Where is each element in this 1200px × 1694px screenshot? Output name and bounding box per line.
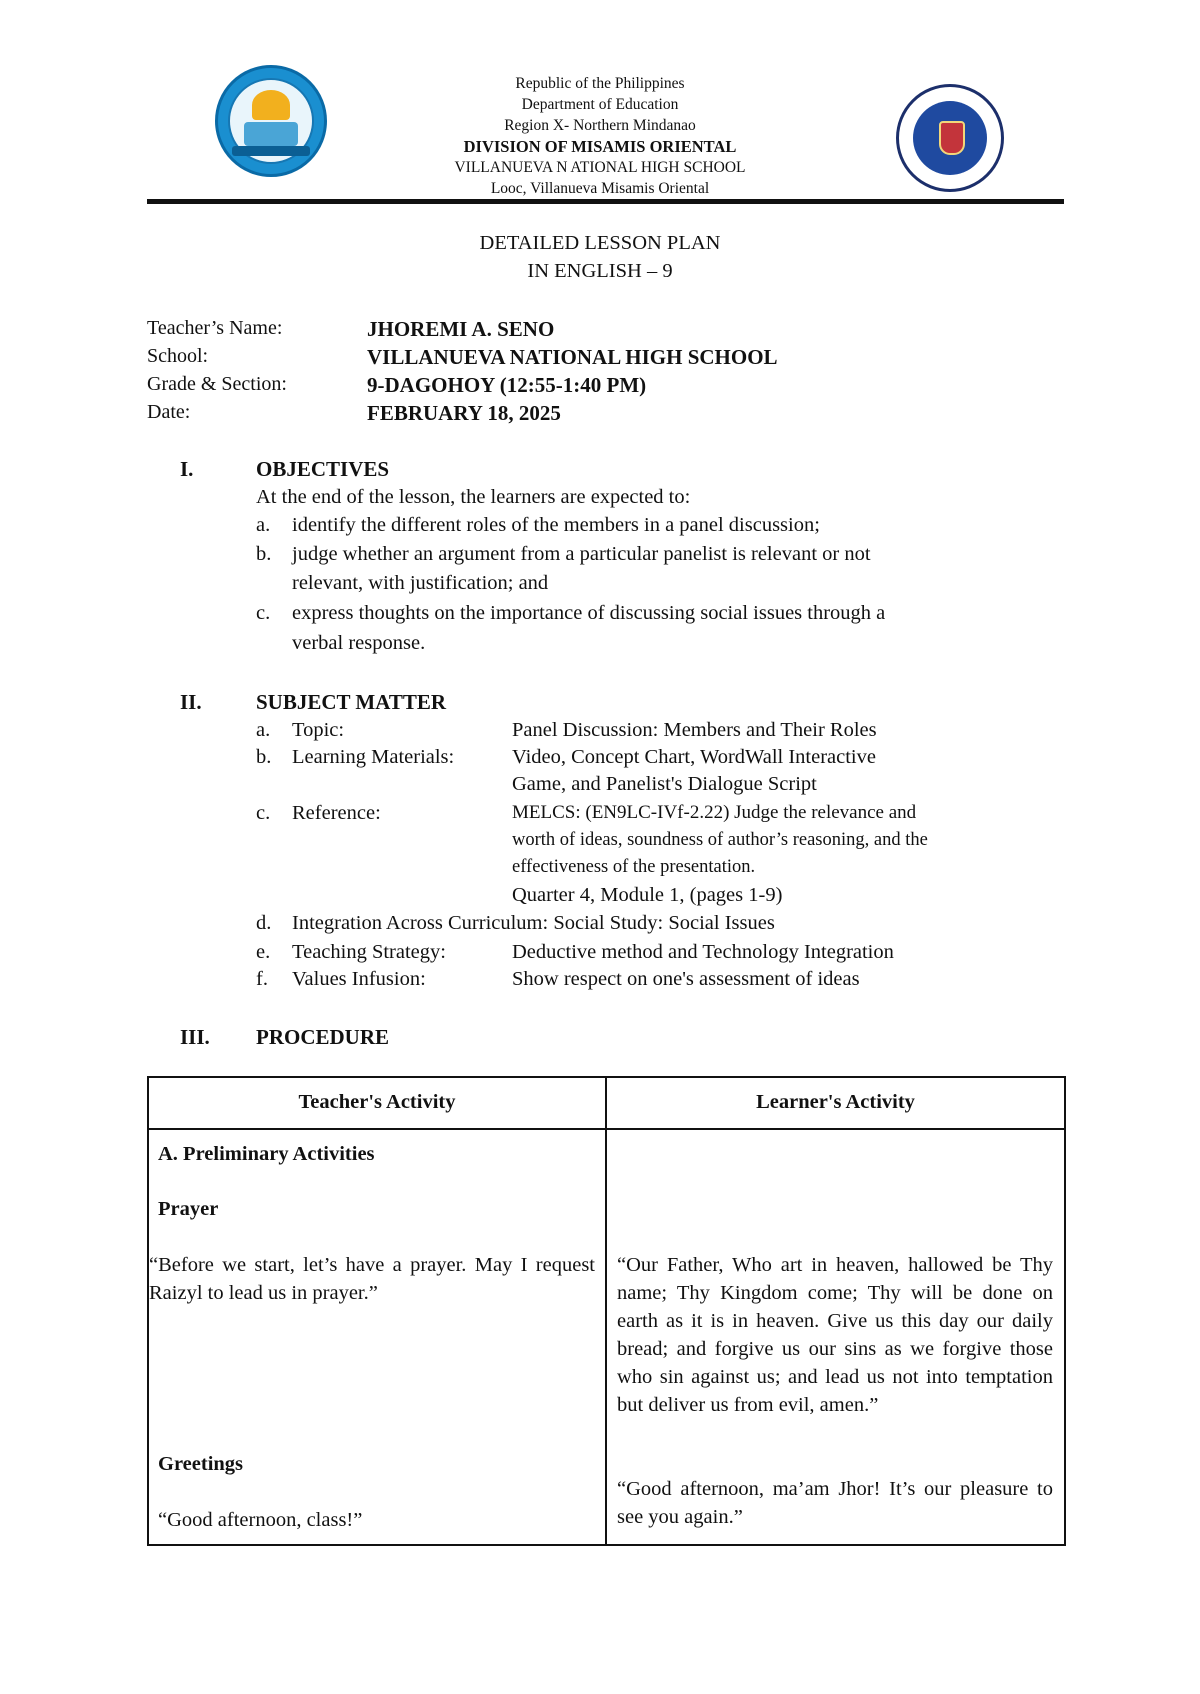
subject-value-reference-3: effectiveness of the presentation. — [512, 857, 756, 877]
subject-letter: c. — [256, 802, 271, 824]
greetings-heading: Greetings — [158, 1453, 244, 1475]
subject-label-strategy: Teaching Strategy: — [292, 941, 446, 963]
letterhead-republic: Republic of the Philippines — [515, 75, 685, 92]
procedure-table — [147, 1076, 1066, 1546]
document-subtitle: IN ENGLISH – 9 — [527, 260, 673, 282]
section-number: I. — [180, 457, 194, 481]
section-title-subject-matter: SUBJECT MATTER — [256, 690, 447, 714]
section-title-objectives: OBJECTIVES — [256, 457, 390, 481]
objective-c-line1: express thoughts on the importance of discussing social issues through a — [292, 602, 886, 624]
document-title: DETAILED LESSON PLAN — [479, 232, 721, 254]
subject-value-reference-4: Quarter 4, Module 1, (pages 1-9) — [512, 884, 783, 906]
letterhead-region: Region X- Northern Mindanao — [504, 117, 696, 134]
objective-b-line1: judge whether an argument from a particular panelist is relevant or not — [292, 543, 871, 565]
info-value: FEBRUARY 18, 2025 — [367, 401, 561, 425]
objective-letter: b. — [256, 543, 272, 565]
prayer-learner-text: “Our Father, Who art in heaven, hallowed be Thy name; Thy Kingdom come; Thy will be done on earth as it is in heaven. Give us this day our daily bread; and forgive us our sins as we forgive those who sin against us; and lead us not into temptation but deliver us from evil, amen.” — [617, 1254, 1053, 1416]
prayer-teacher-text: “Before we start, let’s have a prayer. May I request Raizyl to lead us in prayer.” — [149, 1254, 595, 1304]
subject-value-materials-2: Game, and Panelist's Dialogue Script — [512, 773, 817, 795]
column-header-learner: Learner's Activity — [756, 1091, 915, 1113]
subject-value-reference-1: MELCS: (EN9LC-IVf-2.22) Judge the relevance and — [512, 802, 917, 823]
subject-value-values: Show respect on one's assessment of ideas — [512, 968, 860, 990]
prayer-heading: Prayer — [158, 1198, 219, 1220]
subject-label-topic: Topic: — [292, 719, 345, 741]
subject-letter: e. — [256, 941, 271, 963]
subject-integration: Integration Across Curriculum: Social Study: Social Issues — [292, 912, 775, 934]
objective-a: identify the different roles of the members in a panel discussion; — [292, 514, 820, 536]
objective-letter: a. — [256, 514, 271, 536]
letterhead-department: Department of Education — [521, 96, 679, 113]
table-header-divider — [149, 1128, 1064, 1130]
school-logo — [215, 65, 327, 177]
subject-letter: a. — [256, 719, 271, 741]
info-label: Teacher’s Name: — [147, 317, 283, 339]
objective-c-line2: verbal response. — [292, 632, 426, 654]
section-title-procedure: PROCEDURE — [256, 1025, 390, 1049]
table-column-divider — [605, 1078, 607, 1544]
letterhead-division: DIVISION OF MISAMIS ORIENTAL — [463, 137, 737, 156]
info-value: JHOREMI A. SENO — [367, 317, 555, 341]
subject-letter: b. — [256, 746, 272, 768]
subject-value-materials-1: Video, Concept Chart, WordWall Interactive — [512, 746, 876, 768]
subject-label-reference: Reference: — [292, 802, 381, 824]
header-divider — [147, 199, 1064, 204]
section-number: III. — [180, 1025, 210, 1049]
subject-value-strategy: Deductive method and Technology Integration — [512, 941, 894, 963]
info-label: School: — [147, 345, 209, 367]
preliminary-heading: A. Preliminary Activities — [158, 1143, 375, 1165]
subject-label-values: Values Infusion: — [292, 968, 426, 990]
section-number: II. — [180, 690, 202, 714]
letterhead-school: VILLANUEVA N ATIONAL HIGH SCHOOL — [454, 159, 746, 176]
info-value: VILLANUEVA NATIONAL HIGH SCHOOL — [367, 345, 778, 369]
subject-letter: f. — [256, 968, 268, 990]
info-label: Date: — [147, 401, 191, 423]
greetings-learner-text: “Good afternoon, ma’am Jhor! It’s our pleasure to see you again.” — [617, 1478, 1053, 1528]
greetings-teacher-text: “Good afternoon, class!” — [158, 1509, 363, 1531]
subject-label-materials: Learning Materials: — [292, 746, 455, 768]
subject-letter: d. — [256, 912, 272, 934]
deped-seal — [896, 84, 1004, 192]
letterhead — [380, 73, 820, 199]
info-label: Grade & Section: — [147, 373, 287, 395]
letterhead-address: Looc, Villanueva Misamis Oriental — [490, 180, 710, 197]
subject-value-topic: Panel Discussion: Members and Their Roles — [512, 719, 877, 741]
objectives-intro: At the end of the lesson, the learners are expected to: — [256, 486, 691, 508]
subject-value-reference-2: worth of ideas, soundness of author’s reasoning, and the — [512, 830, 928, 850]
info-value: 9-DAGOHOY (12:55-1:40 PM) — [367, 373, 647, 397]
objective-b-line2: relevant, with justification; and — [292, 572, 549, 594]
objective-letter: c. — [256, 602, 271, 624]
column-header-teacher: Teacher's Activity — [298, 1091, 456, 1113]
